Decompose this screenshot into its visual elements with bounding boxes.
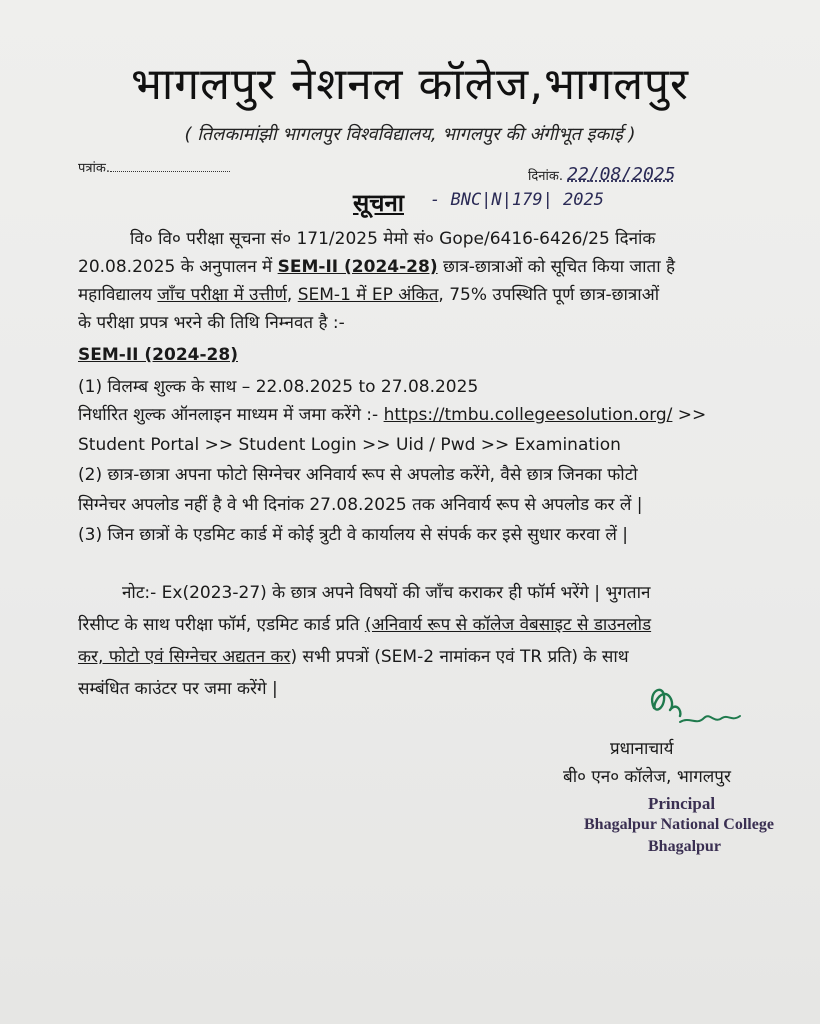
- date-field: दिनांक. 22/08/2025: [528, 164, 676, 185]
- note-line-4: सम्बंधित काउंटर पर जमा करेंगे |: [78, 679, 278, 699]
- paragraph-line-3: [78, 284, 659, 306]
- criteria-sem1-ep: SEM-1 में EP अंकित: [297, 285, 439, 305]
- fee-line: [78, 404, 706, 426]
- university-subtitle: ( तिलकामांझी भागलपुर विश्वविद्यालय, भागलपुर की अंगीभूत इकाई ): [184, 124, 636, 145]
- portal-path: Student Portal >> Student Login >> Uid / Pwd >> Examination: [78, 435, 621, 455]
- portal-link[interactable]: https://tmbu.collegeesolution.org/: [383, 405, 673, 425]
- note-underlined: कर, फोटो एवं सिग्नेचर अद्यतन कर: [78, 647, 291, 667]
- stamp-college: Bhagalpur National College: [584, 816, 774, 833]
- stamp-city: Bhagalpur: [648, 838, 721, 855]
- patrank-blank: [110, 159, 230, 172]
- note-line-2: [78, 614, 651, 636]
- paragraph-text: 20.08.2025 के अनुपालन में: [78, 257, 278, 277]
- paragraph-text: छात्र-छात्राओं को सूचित किया जाता है: [437, 257, 676, 277]
- item-1: (1) विलम्ब शुल्क के साथ – 22.08.2025 to 27.08.2025: [78, 377, 479, 397]
- item-2-line-1: (2) छात्र-छात्रा अपना फोटो सिग्नेचर अनिवार्य रूप से अपलोड करेंगे, वैसे छात्र जिनका फोटो: [78, 465, 638, 485]
- patrank-label: पत्रांक: [78, 161, 106, 176]
- patrank-field: पत्रांक.: [78, 158, 230, 176]
- item-3: (3) जिन छात्रों के एडमिट कार्ड में कोई त्रुटी वे कार्यालय से संपर्क कर इसे सुधार करवा लें |: [78, 525, 629, 545]
- stamp-principal: Principal: [648, 794, 716, 813]
- note-line-1: नोट:- Ex(2023-27) के छात्र अपने विषयों की जाँच कराकर ही फॉर्म भरेंगे | भुगतान: [122, 583, 651, 603]
- note-text: ) सभी प्रपत्रों (SEM-2 नामांकन एवं TR प्रति) के साथ: [290, 647, 629, 667]
- fee-arrow: >>: [672, 405, 707, 425]
- college-short-name: बी० एन० कॉलेज, भागलपुर: [563, 767, 731, 787]
- sem-heading: SEM-II (2024-28): [78, 345, 238, 365]
- principal-signature: [640, 680, 750, 735]
- paragraph-text: ,: [286, 285, 298, 305]
- criteria-exam-passed: जाँच परीक्षा में उत्तीर्ण: [157, 285, 287, 305]
- paragraph-line-4: के परीक्षा प्रपत्र भरने की तिथि निम्नवत है :-: [78, 313, 345, 333]
- paragraph-line-1: वि० वि० परीक्षा सूचना सं० 171/2025 मेमो सं० Gope/6416-6426/25 दिनांक: [130, 229, 656, 249]
- fee-text: निर्धारित शुल्क ऑनलाइन माध्यम में जमा करेंगे :-: [78, 405, 384, 425]
- note-text: रिसीप्ट के साथ परीक्षा फॉर्म, एडमिट कार्ड प्रति: [78, 615, 365, 635]
- paragraph-text: , 75% उपस्थिति पूर्ण छात्र-छात्राओं: [438, 285, 660, 305]
- date-label: दिनांक: [528, 169, 559, 184]
- reference-number: - BNC|N|179| 2025: [430, 190, 604, 210]
- paragraph-line-2: [78, 256, 675, 278]
- college-title: भागलपुर नेशनल कॉलेज,भागलपुर: [130, 59, 690, 110]
- designation: प्रधानाचार्य: [610, 739, 674, 759]
- note-underlined: (अनिवार्य रूप से कॉलेज वेबसाइट से डाउनलोड: [364, 615, 652, 635]
- item-2-line-2: सिग्नेचर अपलोड नहीं है वे भी दिनांक 27.08.2025 तक अनिवार्य रूप से अपलोड कर लें |: [78, 495, 643, 515]
- date-value: 22/08/2025: [567, 164, 676, 185]
- notice-heading: सूचना: [353, 189, 404, 217]
- paragraph-text: महाविद्यालय: [78, 285, 158, 305]
- semester-highlight: SEM-II (2024-28): [277, 257, 438, 277]
- note-line-3: [78, 646, 629, 668]
